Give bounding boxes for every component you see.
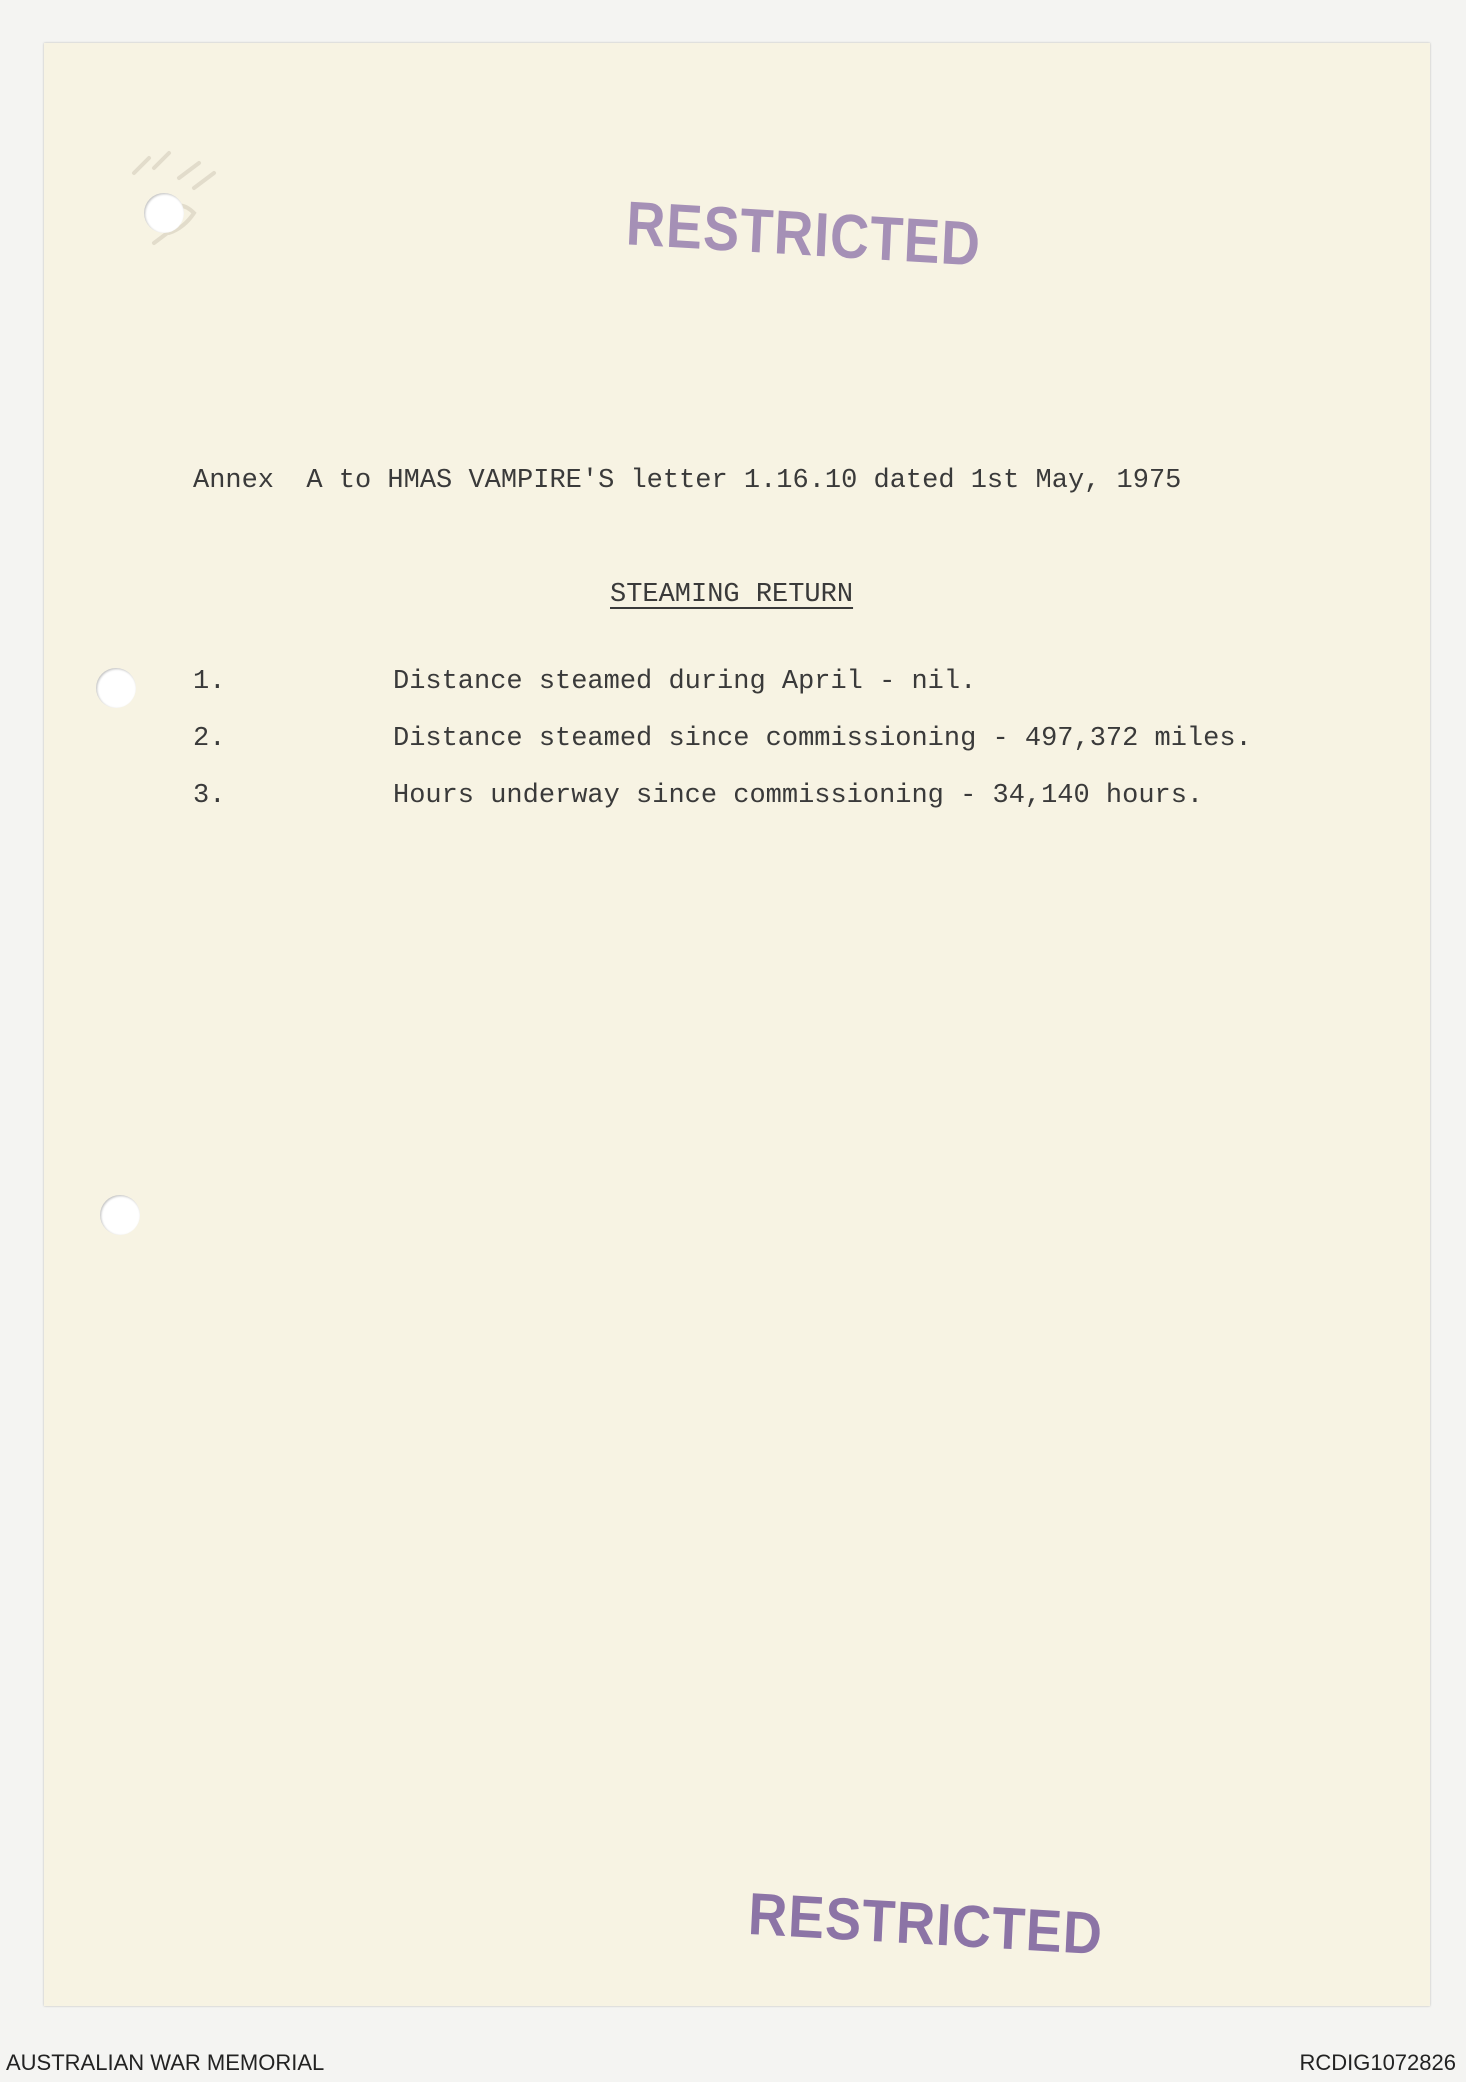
restricted-stamp-top: RESTRICTED <box>624 189 983 280</box>
item-number: 3. <box>193 781 226 811</box>
item-number: 2. <box>193 724 226 754</box>
item-number: 1. <box>193 667 226 697</box>
punch-hole-top <box>144 193 184 233</box>
archive-id: RCDIG1072826 <box>1299 2050 1456 2075</box>
document-page <box>44 43 1430 2006</box>
punch-hole-middle <box>96 668 136 708</box>
item-text: Distance steamed during April - nil. <box>393 667 977 697</box>
item-text: Distance steamed since commissioning - 497,372 miles. <box>393 724 1252 754</box>
document-title: STEAMING RETURN <box>610 580 854 610</box>
embossed-mark <box>124 133 264 263</box>
restricted-stamp-bottom: RESTRICTED <box>746 1881 1105 1968</box>
annex-heading: Annex A to HMAS VAMPIRE'S letter 1.16.10 dated 1st May, 1975 <box>193 466 1182 496</box>
item-text: Hours underway since commissioning - 34,140 hours. <box>393 781 1204 811</box>
archive-credit: AUSTRALIAN WAR MEMORIAL <box>6 2050 325 2075</box>
punch-hole-lower <box>100 1195 140 1235</box>
